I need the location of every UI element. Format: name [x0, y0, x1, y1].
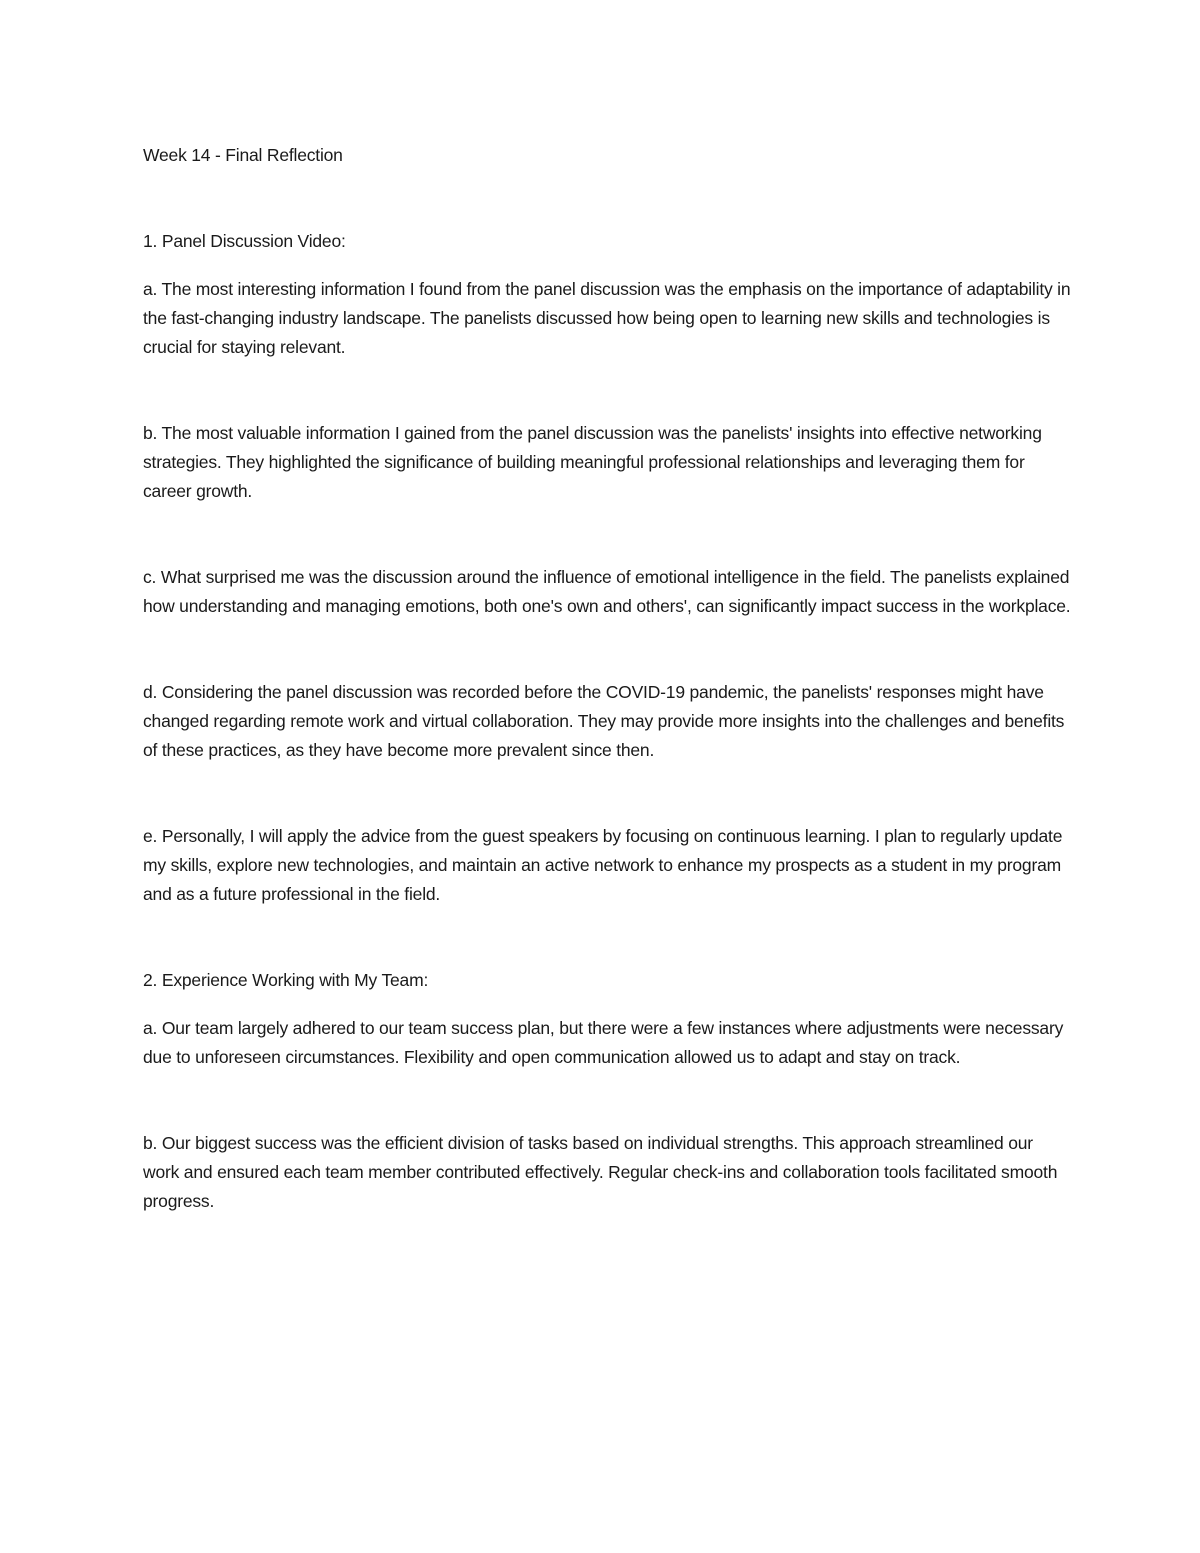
section-heading-panel-discussion: 1. Panel Discussion Video:: [143, 231, 346, 251]
spacer: [143, 1072, 1073, 1129]
paragraph-1e: e. Personally, I will apply the advice from the guest speakers by focusing on continuous learning. I plan to regularly update my skills, explore new technologies, and maintain an active network to enhance my prospects as a student in my program and as a future professional in the field.: [143, 826, 1063, 904]
paragraph-1c: c. What surprised me was the discussion around the influence of emotional intelligence in the field. The panelists explained how understanding and managing emotions, both one's own and others', can significantly impact success in the workplace.: [143, 567, 1071, 616]
paragraph-2a: a. Our team largely adhered to our team success plan, but there were a few instances where adjustments were necessary due to unforeseen circumstances. Flexibility and open communication allowed us to adapt and stay on track.: [143, 1018, 1064, 1067]
spacer: [143, 909, 1073, 966]
document-body: [143, 141, 1073, 1216]
document-title: Week 14 - Final Reflection: [143, 145, 343, 165]
spacer: [143, 256, 1073, 275]
spacer: [143, 765, 1073, 822]
section-heading-team-experience: 2. Experience Working with My Team:: [143, 970, 429, 990]
paragraph-1d: d. Considering the panel discussion was recorded before the COVID-19 pandemic, the panelists' responses might have changed regarding remote work and virtual collaboration. They may provide more insights into the challenges and benefits of these practices, as they have become more prevalent since then.: [143, 682, 1065, 760]
paragraph-1b: b. The most valuable information I gained from the panel discussion was the panelists' insights into effective networking strategies. They highlighted the significance of building meaningful professional relationships and leveraging them for career growth.: [143, 423, 1042, 501]
paragraph-1a: a. The most interesting information I found from the panel discussion was the emphasis on the importance of adaptability in the fast-changing industry landscape. The panelists discussed how being open to learning new skills and technologies is crucial for staying relevant.: [143, 279, 1071, 357]
spacer: [143, 362, 1073, 419]
spacer: [143, 995, 1073, 1014]
paragraph-2b: b. Our biggest success was the efficient division of tasks based on individual strengths. This approach streamlined our work and ensured each team member contributed effectively. Regular check-ins and collaboration tools facilitated smooth progress.: [143, 1133, 1058, 1211]
spacer: [143, 621, 1073, 678]
spacer: [143, 506, 1073, 563]
spacer: [143, 170, 1073, 227]
